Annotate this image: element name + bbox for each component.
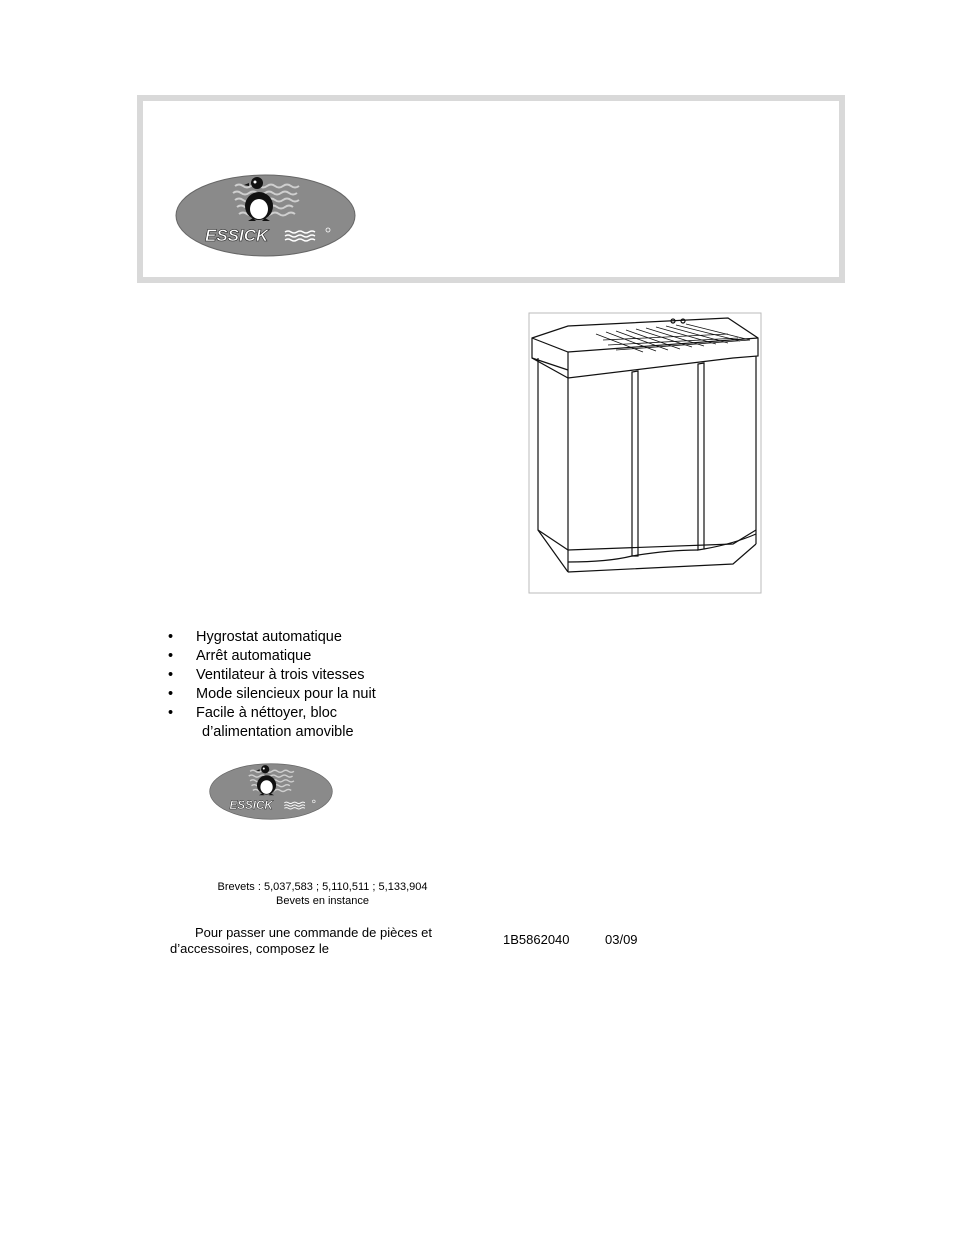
feature-list xyxy=(168,628,376,742)
list-item xyxy=(168,628,376,647)
feature-text: Mode silencieux pour la nuit xyxy=(196,686,376,702)
list-item xyxy=(168,647,376,666)
bullet: • xyxy=(168,667,174,683)
list-item xyxy=(168,704,376,742)
brand-wordmark: ESSICK xyxy=(229,798,273,812)
humidifier-illustration xyxy=(528,312,762,594)
order-line-2: d’accessoires, composez le xyxy=(170,941,329,955)
list-item xyxy=(168,666,376,685)
bullet: • xyxy=(168,686,174,702)
document-date: 03/09 xyxy=(605,932,638,947)
brand-wordmark: ESSICK xyxy=(205,226,269,245)
list-item xyxy=(168,685,376,704)
bullet: • xyxy=(168,648,174,664)
patent-pending: Bevets en instance xyxy=(276,895,369,907)
feature-text: Arrêt automatique xyxy=(196,648,312,664)
document-code: 1B5862040 xyxy=(503,932,570,947)
essick-logo xyxy=(175,174,356,257)
patent-numbers: Brevets : 5,037,583 ; 5,110,511 ; 5,133,904 xyxy=(217,881,428,893)
order-line-1: Pour passer une commande de pièces et xyxy=(195,925,433,940)
feature-text: Facile à néttoyer, bloc xyxy=(196,705,338,721)
feature-text-continued: d’alimentation amovible xyxy=(202,724,354,740)
essick-logo-small xyxy=(209,763,333,820)
feature-text: Ventilateur à trois vitesses xyxy=(196,667,365,683)
patent-info xyxy=(160,880,485,908)
bullet: • xyxy=(168,705,174,721)
bullet: • xyxy=(168,629,174,645)
order-instructions xyxy=(170,925,470,955)
feature-text: Hygrostat automatique xyxy=(196,629,342,645)
